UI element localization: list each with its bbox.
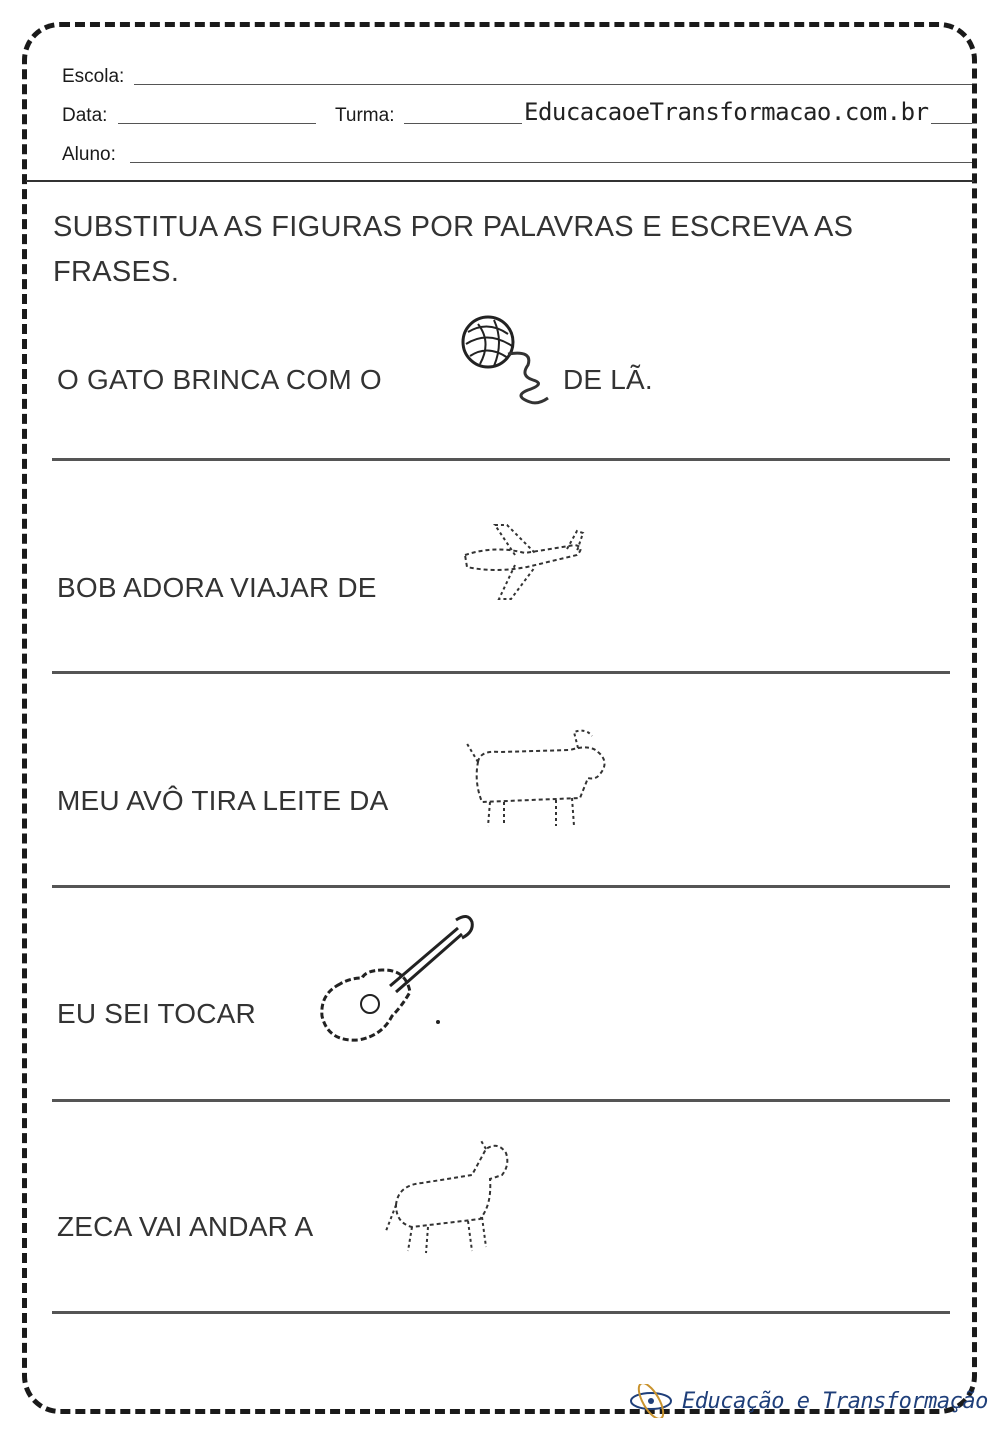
horse-icon — [382, 1135, 522, 1260]
exercise-3-text: MEU AVÔ TIRA LEITE DA — [57, 785, 389, 816]
yarn-ball-icon — [458, 310, 558, 408]
exercise-5-text: ZECA VAI ANDAR A — [57, 1211, 314, 1242]
guitar-icon — [310, 912, 480, 1052]
instruction-text: SUBSTITUA AS FIGURAS POR PALAVRAS E ESCREVA AS FRASES. — [53, 211, 854, 288]
answer-line-4[interactable] — [52, 1099, 950, 1102]
school-label: Escola: — [62, 66, 125, 87]
cow-icon — [460, 722, 620, 834]
answer-line-2[interactable] — [52, 671, 950, 674]
exercise-4-text: EU SEI TOCAR — [57, 998, 256, 1029]
atom-logo-icon — [628, 1384, 674, 1418]
answer-line-5[interactable] — [52, 1311, 950, 1314]
answer-line-1[interactable] — [52, 458, 950, 461]
school-field[interactable] — [134, 84, 972, 85]
class-label: Turma: — [335, 105, 395, 126]
header-divider — [26, 180, 974, 182]
airplane-icon — [455, 515, 595, 615]
student-field[interactable] — [130, 162, 972, 163]
answer-line-3[interactable] — [52, 885, 950, 888]
exercise-1-text-after: DE LÃ. — [563, 364, 653, 395]
student-label: Aluno: — [62, 144, 116, 165]
date-field[interactable] — [118, 123, 316, 124]
footer-logo — [628, 1384, 988, 1418]
date-label: Data: — [62, 105, 108, 126]
footer-brand: Educação e Transformação — [682, 1388, 988, 1414]
site-url: EducacaoeTransformacao.com.br — [524, 98, 929, 126]
exercise-2-text: BOB ADORA VIAJAR DE — [57, 572, 377, 603]
exercise-1-text: O GATO BRINCA COM O — [57, 364, 382, 395]
